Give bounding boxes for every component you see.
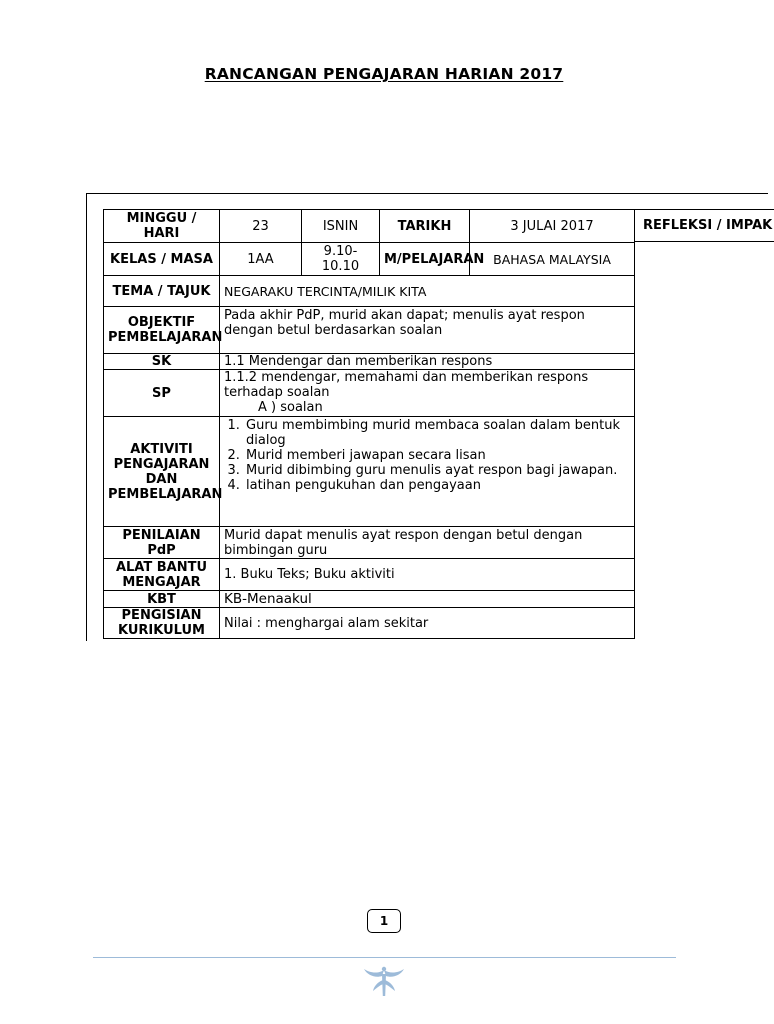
minggu-label: MINGGU / HARI <box>104 210 220 243</box>
table-row <box>104 591 635 608</box>
objektif-value: Pada akhir PdP, murid akan dapat; menulis ayat respon dengan betul berdasarkan soalan <box>220 307 635 354</box>
sk-label: SK <box>104 354 220 370</box>
sk-value: 1.1 Mendengar dan memberikan respons <box>220 354 635 370</box>
aktiviti-cell <box>220 417 635 527</box>
mapel-label: M/PELAJARAN <box>380 243 470 276</box>
page-frame-left <box>86 193 87 641</box>
aktiviti-label-line: DAN <box>145 471 178 487</box>
sp-value: 1.1.2 mendengar, memahami dan memberikan respons terhadap soalan <box>224 370 589 400</box>
list-item: 3. Murid dibimbing guru menulis ayat respon bagi jawapan. <box>244 463 630 478</box>
lesson-plan-table <box>103 209 635 639</box>
sp-subitem: A ) soalan <box>258 400 323 415</box>
fleur-ornament-icon <box>362 964 406 998</box>
page-number: 1 <box>367 909 401 933</box>
table-row <box>104 276 635 307</box>
table-row <box>104 370 635 417</box>
penilaian-label: PENILAIAN PdP <box>104 527 220 559</box>
alat-label: ALAT BANTU MENGAJAR <box>104 559 220 591</box>
list-item: 4. latihan pengukuhan dan pengayaan <box>244 478 630 493</box>
refleksi-header: REFLEKSI / IMPAK <box>634 209 774 242</box>
table-row <box>104 417 635 527</box>
kelas-label: KELAS / MASA <box>104 243 220 276</box>
table-row <box>104 527 635 559</box>
pengisian-label: PENGISIAN KURIKULUM <box>104 608 220 639</box>
hari-value: ISNIN <box>302 210 380 243</box>
objektif-label: OBJEKTIF PEMBELAJARAN <box>104 307 220 354</box>
penilaian-value: Murid dapat menulis ayat respon dengan betul dengan bimbingan guru <box>220 527 635 559</box>
activity-list <box>224 418 630 493</box>
tema-label: TEMA / TAJUK <box>104 276 220 307</box>
tarikh-label: TARIKH <box>380 210 470 243</box>
sp-cell <box>220 370 635 417</box>
pengisian-value: Nilai : menghargai alam sekitar <box>220 608 635 639</box>
page-title: RANCANGAN PENGAJARAN HARIAN 2017 <box>204 65 564 83</box>
kelas-value: 1AA <box>220 243 302 276</box>
table-row <box>104 210 635 243</box>
table-row <box>104 559 635 591</box>
table-row <box>104 608 635 639</box>
kbt-label: KBT <box>104 591 220 608</box>
footer-divider <box>93 957 676 958</box>
list-item: 1. Guru membimbing murid membaca soalan dalam bentuk dialog <box>244 418 630 448</box>
kbt-value: KB-Menaakul <box>220 591 635 608</box>
page-frame-top <box>86 193 768 194</box>
minggu-value: 23 <box>220 210 302 243</box>
aktiviti-label-line: PEMBELAJARAN <box>108 486 223 502</box>
aktiviti-label <box>104 417 223 527</box>
aktiviti-label-line: AKTIVITI PENGAJARAN <box>113 441 210 472</box>
tarikh-value: 3 JULAI 2017 <box>470 210 635 243</box>
sp-label: SP <box>104 370 220 417</box>
list-item: 2. Murid memberi jawapan secara lisan <box>244 448 630 463</box>
masa-value: 9.10-10.10 <box>302 243 380 276</box>
tema-value: NEGARAKU TERCINTA/MILIK KITA <box>220 276 635 307</box>
alat-value: 1. Buku Teks; Buku aktiviti <box>220 559 635 591</box>
table-row <box>104 307 635 354</box>
table-row <box>104 354 635 370</box>
mapel-value: BAHASA MALAYSIA <box>470 243 635 276</box>
table-row <box>104 243 635 276</box>
